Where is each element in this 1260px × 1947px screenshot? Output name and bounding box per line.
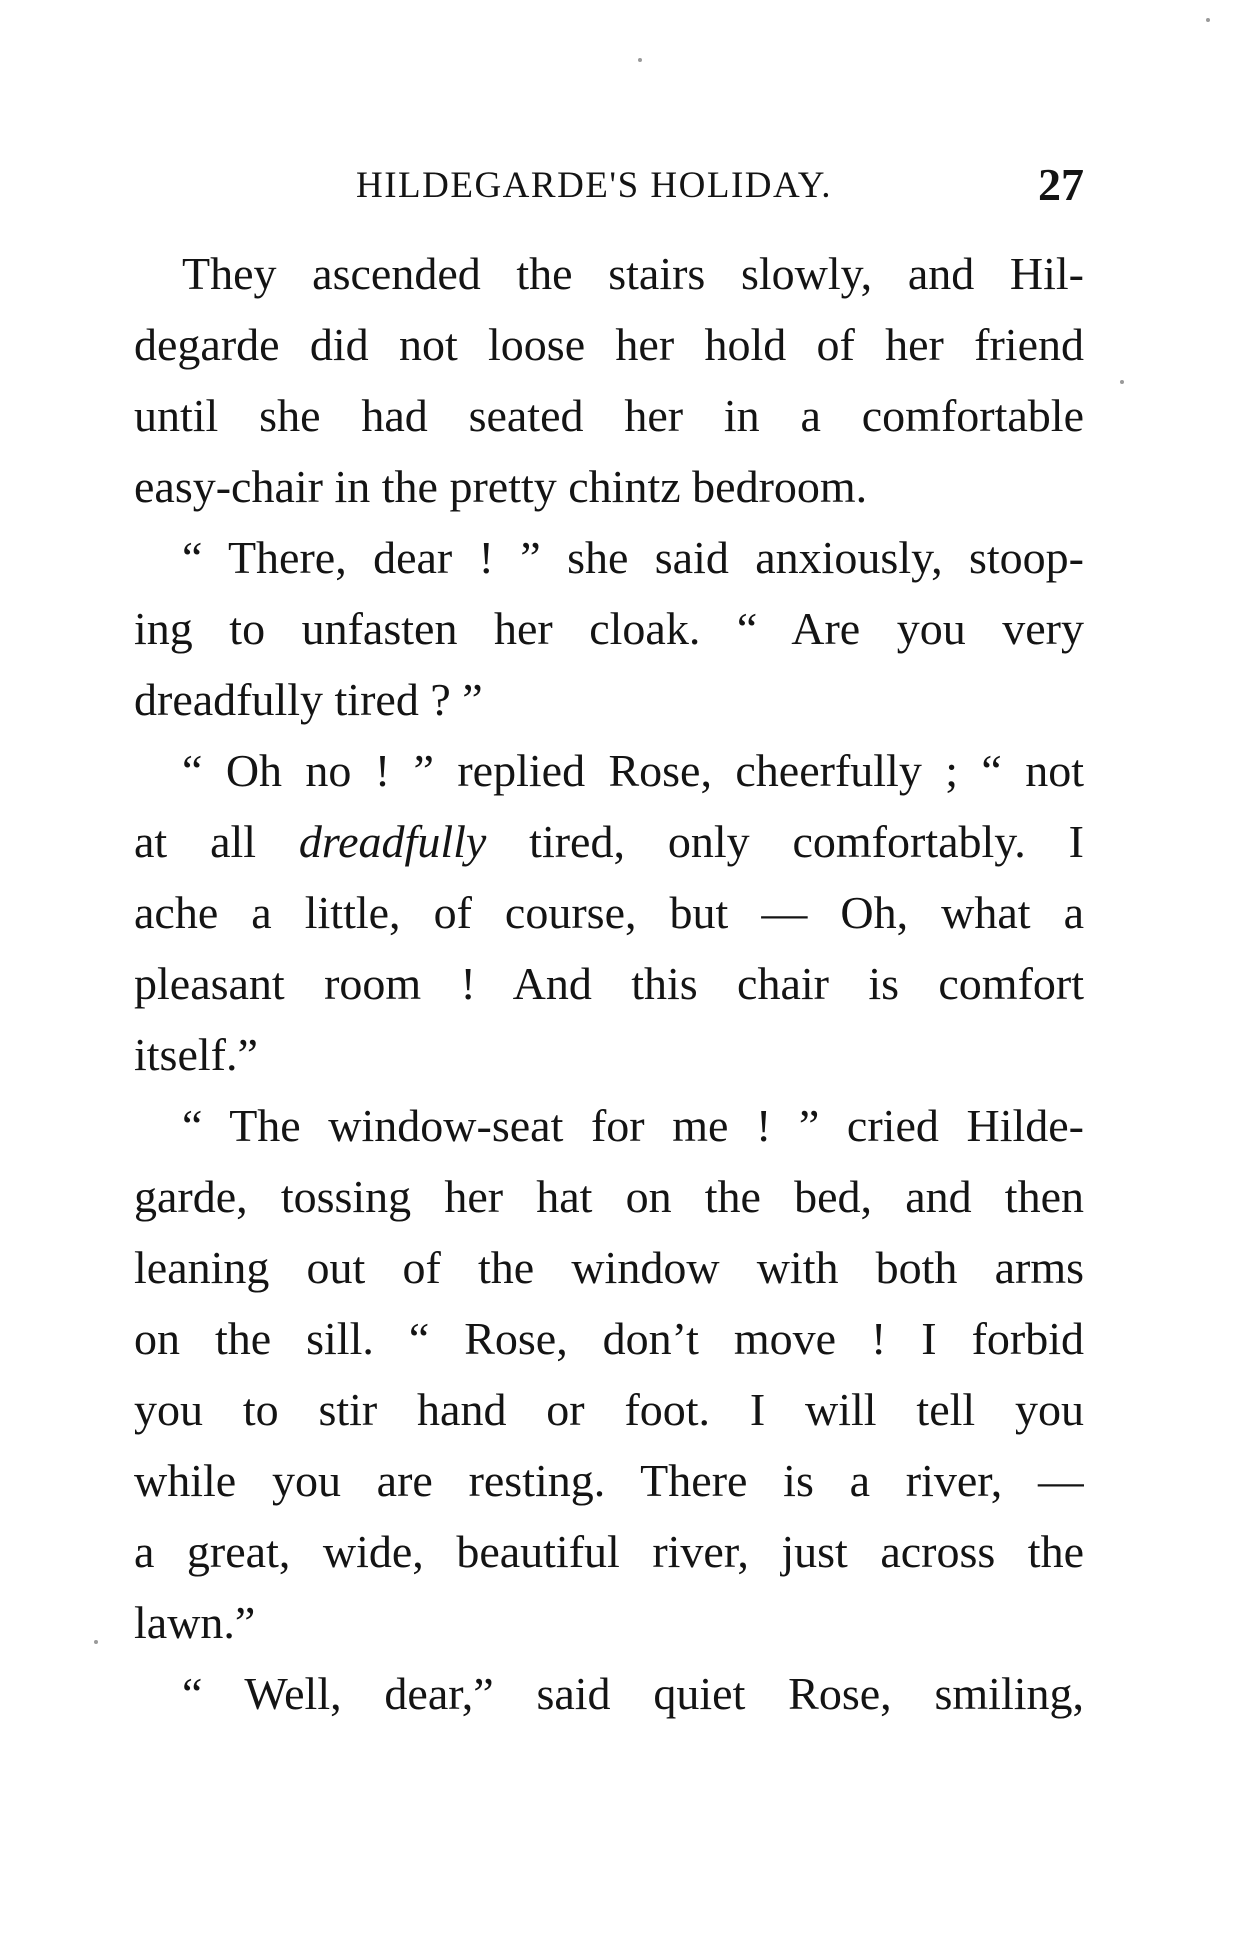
text-line: “ There, dear ! ” she said anxiously, stoop- xyxy=(182,532,1084,583)
text-line: leaning out of the window with both arms xyxy=(134,1242,1084,1293)
paper-speck xyxy=(638,58,642,62)
text-line: dreadfully tired ? ” xyxy=(134,674,483,725)
text-line: They ascended the stairs slowly, and Hil- xyxy=(182,248,1084,299)
running-title: HILDEGARDE'S HOLIDAY. xyxy=(356,165,833,206)
text-line: garde, tossing her hat on the bed, and then xyxy=(134,1171,1084,1222)
emphasized-word: dreadfully xyxy=(298,816,487,867)
paper-speck xyxy=(1206,18,1210,22)
body-text xyxy=(134,238,1084,1729)
text-line-with-emphasis xyxy=(134,806,1084,877)
text-line: until she had seated her in a comfortable xyxy=(134,390,1084,441)
text-line: “ Oh no ! ” replied Rose, cheerfully ; “ not xyxy=(182,745,1084,796)
line-text-after: tired, only comfortably. I xyxy=(486,816,1084,867)
running-header xyxy=(134,158,1084,214)
text-line: “ Well, dear,” said quiet Rose, smiling, xyxy=(182,1668,1084,1719)
text-line: ache a little, of course, but — Oh, what a xyxy=(134,887,1084,938)
line-text-before: at all xyxy=(134,816,299,867)
text-line: itself.” xyxy=(134,1029,258,1080)
text-line: easy-chair in the pretty chintz bedroom. xyxy=(134,461,868,512)
text-line: pleasant room ! And this chair is comfort xyxy=(134,958,1084,1009)
text-line: ing to unfasten her cloak. “ Are you very xyxy=(134,603,1084,654)
paper-speck xyxy=(1120,380,1124,384)
text-line: while you are resting. There is a river, — xyxy=(134,1455,1084,1506)
text-line: lawn.” xyxy=(134,1597,256,1648)
text-line: on the sill. “ Rose, don’t move ! I forbid xyxy=(134,1313,1084,1364)
text-line: you to stir hand or foot. I will tell you xyxy=(134,1384,1084,1435)
text-line: degarde did not loose her hold of her friend xyxy=(134,319,1084,370)
text-line: “ The window-seat for me ! ” cried Hilde- xyxy=(182,1100,1084,1151)
page-number: 27 xyxy=(1038,159,1084,210)
paper-speck xyxy=(94,1640,98,1644)
text-line: a great, wide, beautiful river, just across the xyxy=(134,1526,1084,1577)
